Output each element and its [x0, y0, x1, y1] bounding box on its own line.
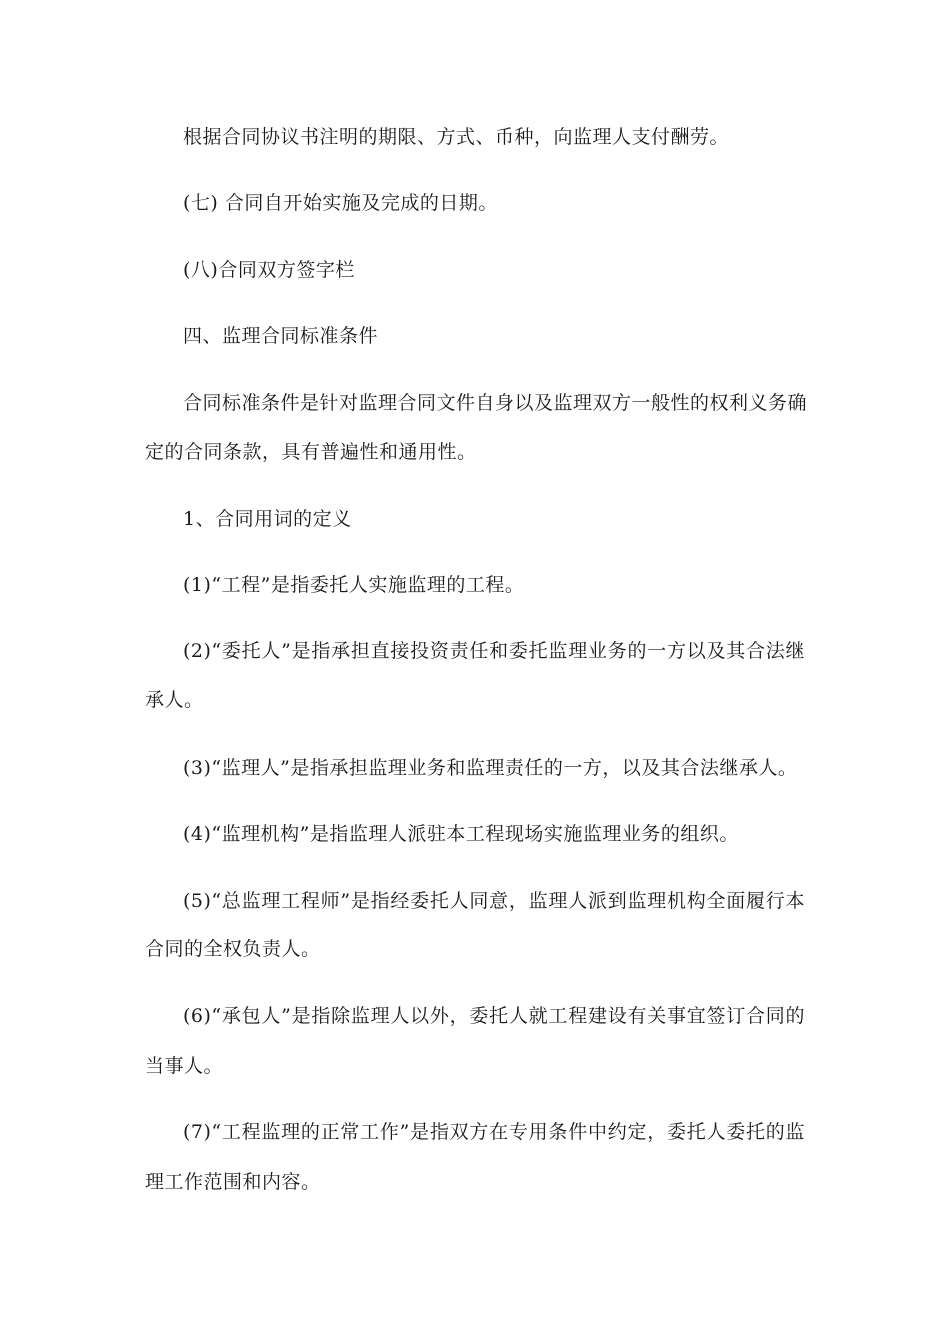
- definition-7-line-1: (7)“工程监理的正常工作”是指双方在专用条件中约定，委托人委托的监: [183, 1121, 805, 1143]
- subheading-definitions: 1、合同用词的定义: [183, 508, 352, 530]
- definition-5-line-1: (5)“总监理工程师”是指经委托人同意，监理人派到监理机构全面履行本: [183, 890, 805, 912]
- definition-2-line-2: 承人。: [145, 689, 204, 711]
- paragraph-standard-conditions-line-1: 合同标准条件是针对监理合同文件自身以及监理双方一般性的权利义务确: [183, 392, 808, 414]
- definition-5-line-2: 合同的全权负责人。: [145, 938, 321, 960]
- definition-3: (3)“监理人”是指承担监理业务和监理责任的一方，以及其合法继承人。: [183, 757, 798, 779]
- definition-1: (1)“工程”是指委托人实施监理的工程。: [183, 574, 525, 596]
- paragraph-standard-conditions-line-2: 定的合同条款，具有普遍性和通用性。: [145, 441, 477, 463]
- definition-6-line-2: 当事人。: [145, 1055, 224, 1077]
- definition-2-line-1: (2)“委托人”是指承担直接投资责任和委托监理业务的一方以及其合法继: [183, 640, 805, 662]
- item-seven: (七) 合同自开始实施及完成的日期。: [183, 192, 498, 214]
- paragraph-payment: 根据合同协议书注明的期限、方式、币种，向监理人支付酬劳。: [183, 126, 730, 148]
- definition-6-line-1: (6)“承包人”是指除监理人以外，委托人就工程建设有关事宜签订合同的: [183, 1005, 805, 1027]
- definition-7-line-2: 理工作范围和内容。: [145, 1171, 321, 1193]
- section-heading-four: 四、监理合同标准条件: [183, 325, 379, 347]
- item-eight: (八)合同双方签字栏: [183, 259, 355, 281]
- definition-4: (4)“监理机构”是指监理人派驻本工程现场实施监理业务的组织。: [183, 823, 739, 845]
